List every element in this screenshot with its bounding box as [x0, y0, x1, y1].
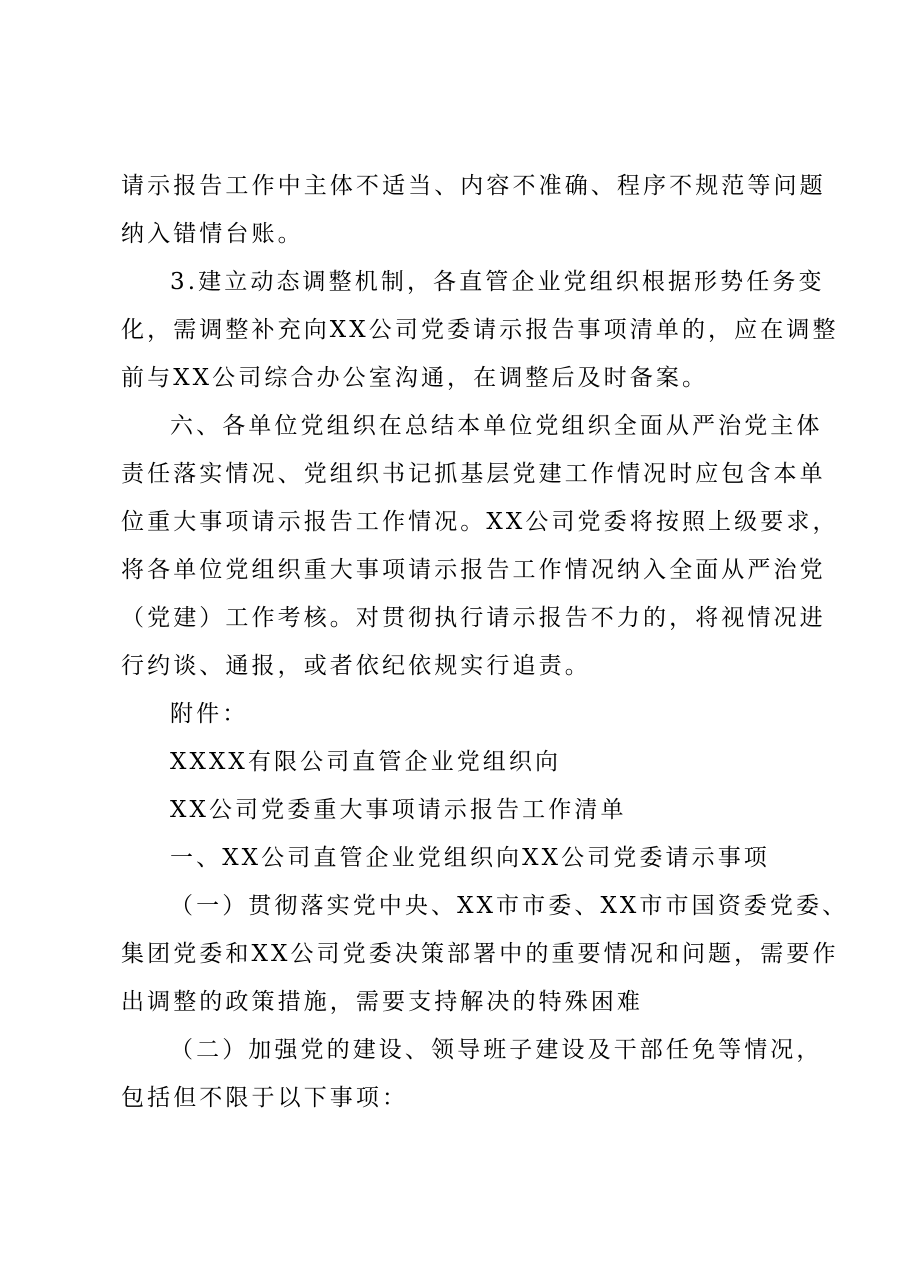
body-line: 化，需调整补充向XX公司党委请示报告事项清单的，应在调整	[121, 317, 839, 343]
attachment-title: XXXX有限公司直管企业党组织向	[170, 749, 562, 775]
section-heading: 六、各单位党组织在总结本单位党组织全面从严治党主体	[170, 413, 823, 439]
section-heading: 一、XX公司直管企业党组织向XX公司党委请示事项	[170, 845, 770, 871]
body-line: 纳入错情台账。	[121, 221, 304, 247]
body-line: 位重大事项请示报告工作情况。XX公司党委将按照上级要求，	[121, 509, 839, 535]
body-line: 包括但不限于以下事项：	[121, 1085, 409, 1111]
body-line: （一）贯彻落实党中央、XX市市委、XX市市国资委党委、	[170, 893, 849, 919]
attachment-title: XX公司党委重大事项请示报告工作清单	[170, 797, 627, 823]
body-line: 集团党委和XX公司党委决策部署中的重要情况和问题，需要作	[121, 941, 839, 967]
body-line: （二）加强党的建设、领导班子建设及干部任免等情况，	[170, 1037, 823, 1063]
attachment-label: 附件：	[170, 701, 249, 727]
body-line: 出调整的政策措施，需要支持解决的特殊困难	[121, 989, 643, 1015]
body-line: 3.建立动态调整机制，各直管企业党组织根据形势任务变	[170, 269, 825, 295]
body-line: 行约谈、通报，或者依纪依规实行追责。	[121, 653, 591, 679]
body-line: 前与XX公司综合办公室沟通，在调整后及时备案。	[121, 365, 709, 391]
body-line: 将各单位党组织重大事项请示报告工作情况纳入全面从严治党	[121, 557, 826, 583]
body-line: （党建）工作考核。对贯彻执行请示报告不力的，将视情况进	[121, 605, 826, 631]
body-line: 责任落实情况、党组织书记抓基层党建工作情况时应包含本单	[121, 461, 826, 487]
body-line: 请示报告工作中主体不适当、内容不准确、程序不规范等问题	[121, 173, 826, 199]
